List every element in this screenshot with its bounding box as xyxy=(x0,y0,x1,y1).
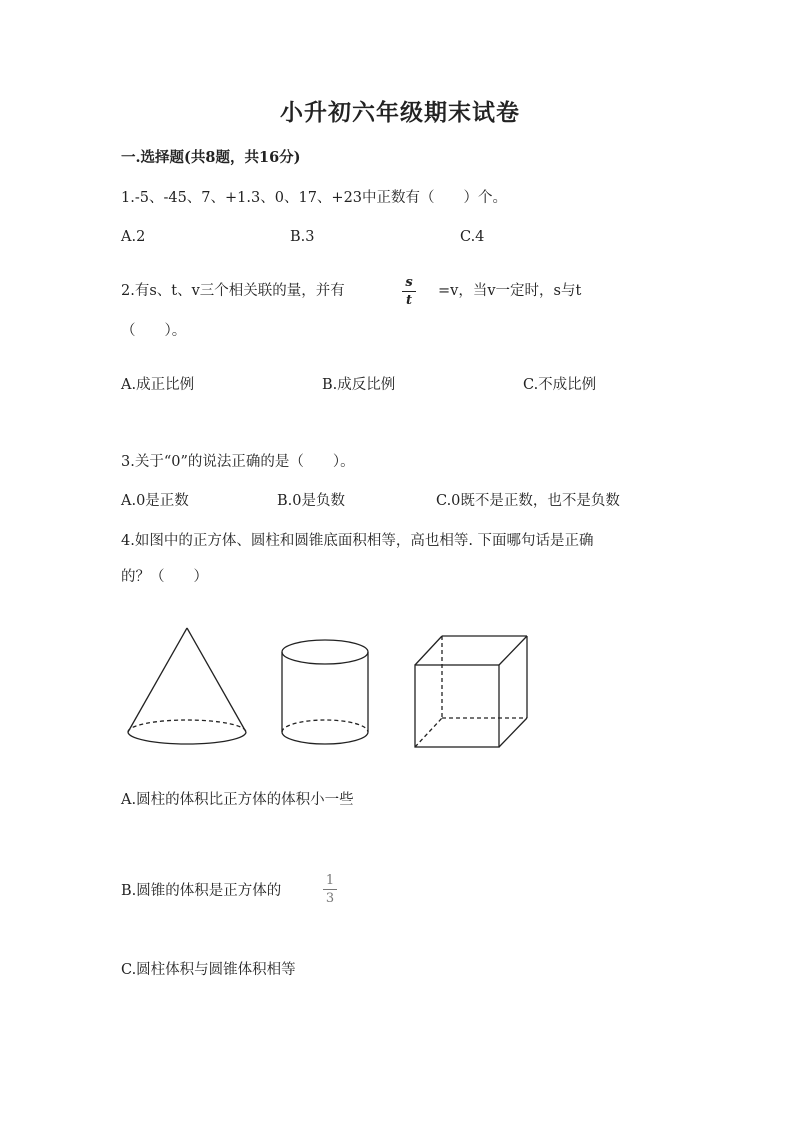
question-2-stem-pre: 2.有s、t、v三个相关联的量，并有 xyxy=(121,283,345,299)
question-4-option-a[interactable]: A.圆柱的体积比正方体的体积小一些 xyxy=(121,792,354,808)
question-1-option-a[interactable]: A.2 xyxy=(121,229,146,245)
question-1-option-c[interactable]: C.4 xyxy=(460,229,485,245)
question-2-stem-post: =v，当v一定时，s与t xyxy=(438,283,582,299)
question-2-option-c[interactable]: C.不成比例 xyxy=(523,377,597,393)
question-2-fraction xyxy=(402,276,416,307)
question-1-stem: 1.-5、-45、7、+1.3、0、17、+23中正数有（ ）个。 xyxy=(121,190,508,206)
question-3-option-a[interactable]: A.0是正数 xyxy=(121,493,189,509)
question-2-option-b[interactable]: B.成反比例 xyxy=(322,377,396,393)
fraction-denominator: t xyxy=(405,293,412,308)
question-4-figure xyxy=(0,620,800,760)
question-2-stem-line2: （ ）。 xyxy=(121,323,187,339)
question-4-stem-line1: 4.如图中的正方体、圆柱和圆锥底面积相等，高也相等. 下面哪句话是正确 xyxy=(121,533,594,549)
page-title: 小升初六年级期末试卷 xyxy=(280,99,520,126)
fraction-numerator: 1 xyxy=(323,874,337,890)
question-4-option-b[interactable]: B.圆锥的体积是正方体的 xyxy=(121,883,282,899)
fraction-numerator: s xyxy=(402,276,416,292)
section-heading: 一.选择题(共8题，共16分) xyxy=(121,149,301,166)
question-3-stem: 3.关于“0”的说法正确的是（ ）。 xyxy=(121,454,355,470)
question-1-option-b[interactable]: B.3 xyxy=(290,229,315,245)
question-2-option-a[interactable]: A.成正比例 xyxy=(121,377,195,393)
cone-figure xyxy=(128,628,246,744)
question-3-option-b[interactable]: B.0是负数 xyxy=(277,493,345,509)
question-4-option-b-fraction xyxy=(323,874,337,905)
cylinder-figure xyxy=(282,640,368,744)
question-4-stem-line2: 的？（ ） xyxy=(121,569,208,585)
cube-figure xyxy=(415,636,527,747)
question-3-option-c[interactable]: C.0既不是正数，也不是负数 xyxy=(436,493,620,509)
question-4-option-c[interactable]: C.圆柱体积与圆锥体积相等 xyxy=(121,962,296,978)
fraction-denominator: 3 xyxy=(325,891,335,906)
